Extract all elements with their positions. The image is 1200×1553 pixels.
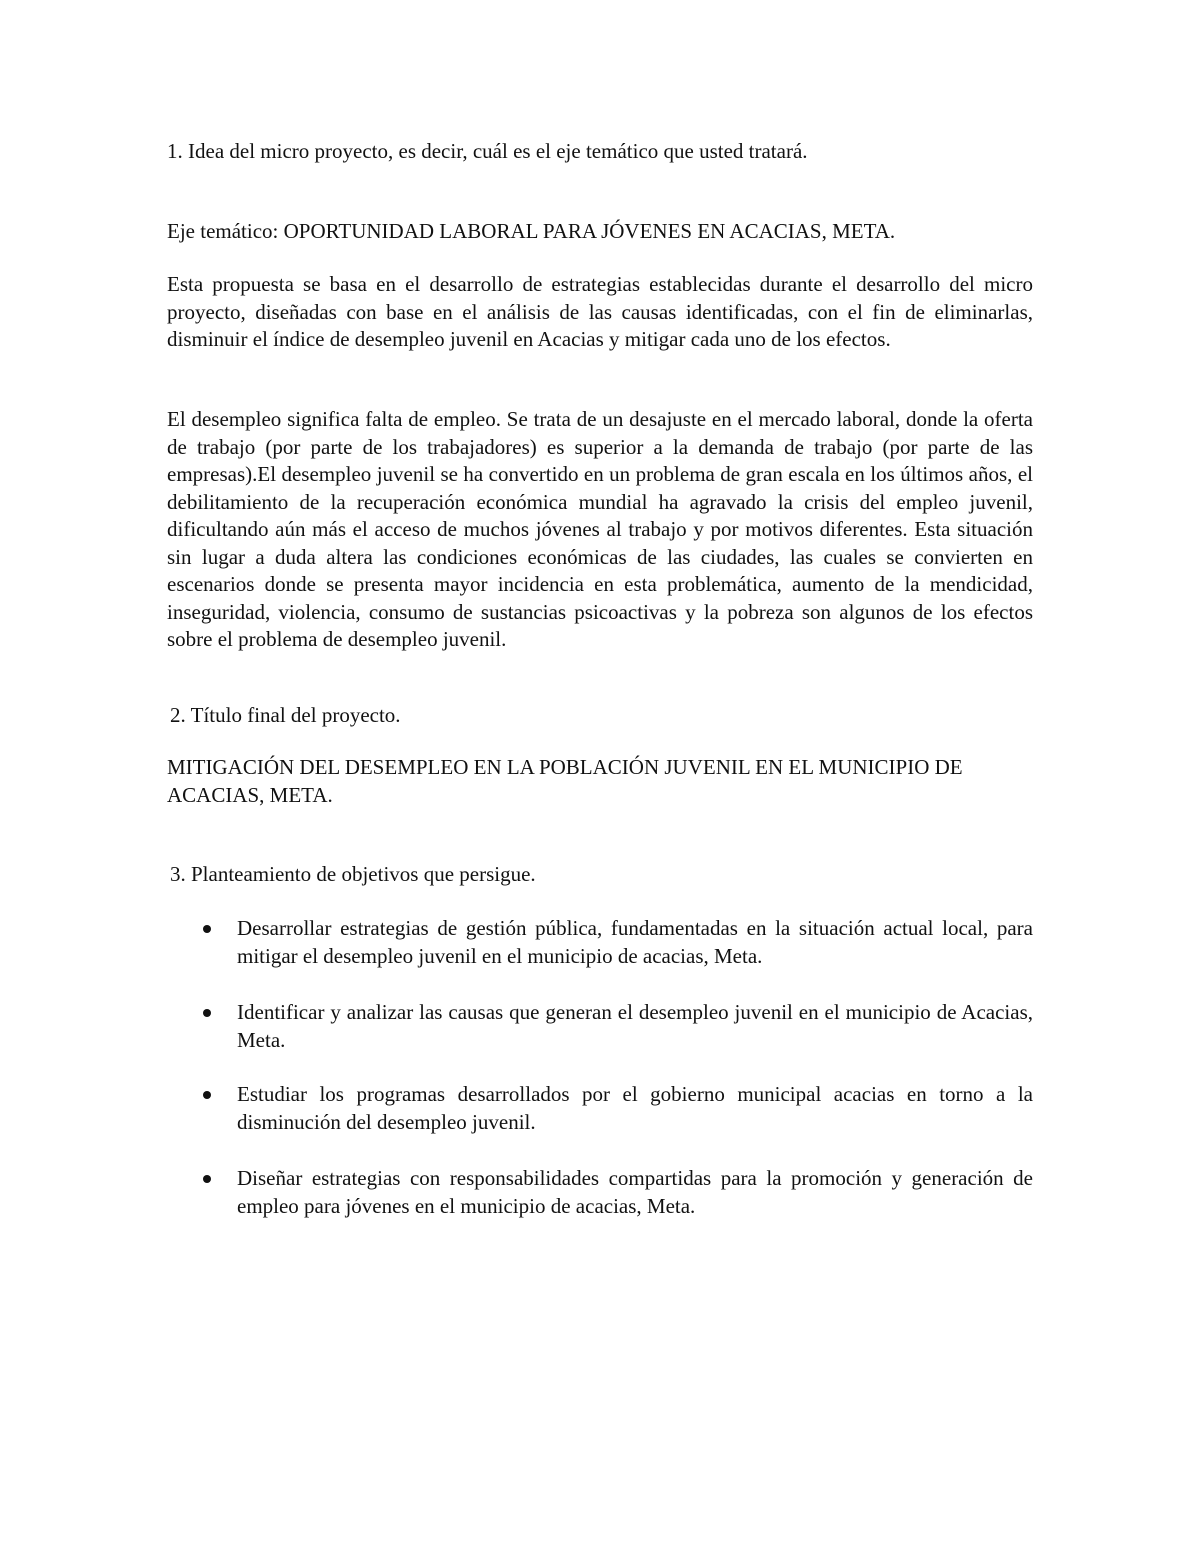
unemployment-paragraph: El desempleo significa falta de empleo. Se trata de un desajuste en el mercado laboral, donde la oferta de trabajo (por parte de los trabajadores) es superior a la demanda de trabajo (por parte de las empresas).El desempleo juvenil se ha convertido en un problema de gran escala en los últimos años, el debilitamiento de la recuperación económica mundial ha agravado la crisis del empleo juvenil, dificultando aún más el acceso de muchos jóvenes al trabajo y por motivos diferentes. Esta situación sin lugar a duda altera las condiciones económicas de las ciudades, las cuales se convierten en escenarios donde se presenta mayor incidencia en esta problemática, aumento de la mendicidad, inseguridad, violencia, consumo de sustancias psicoactivas y la pobreza son algunos de los efectos sobre el problema de desempleo juvenil. bbox=[167, 407, 1033, 651]
bullet-icon bbox=[203, 1009, 211, 1017]
thematic-axis: Eje temático: OPORTUNIDAD LABORAL PARA JÓVENES EN ACACIAS, META. bbox=[167, 219, 896, 243]
bullet-icon bbox=[203, 925, 211, 933]
proposal-paragraph: Esta propuesta se basa en el desarrollo de estrategias establecidas durante el desarrollo del micro proyecto, diseñadas con base en el análisis de las causas identificadas, con el fin de eliminarlas, disminuir el índice de desempleo juvenil en Acacias y mitigar cada uno de los efectos. bbox=[167, 272, 1033, 351]
section-2-question: 2. Título final del proyecto. bbox=[170, 703, 401, 727]
objective-text: Desarrollar estrategias de gestión pública, fundamentadas en la situación actual local, para mitigar el desempleo juvenil en el municipio de acacias, Meta. bbox=[237, 916, 1033, 968]
objective-text: Identificar y analizar las causas que generan el desempleo juvenil en el municipio de Acacias, Meta. bbox=[237, 1000, 1033, 1052]
bullet-icon bbox=[203, 1175, 211, 1183]
bullet-icon bbox=[203, 1091, 211, 1099]
objective-text: Estudiar los programas desarrollados por el gobierno municipal acacias en torno a la disminución del desempleo juvenil. bbox=[237, 1082, 1033, 1134]
project-title: MITIGACIÓN DEL DESEMPLEO EN LA POBLACIÓN JUVENIL EN EL MUNICIPIO DE ACACIAS, META. bbox=[167, 755, 963, 807]
objective-text: Diseñar estrategias con responsabilidades compartidas para la promoción y generación de empleo para jóvenes en el municipio de acacias, Meta. bbox=[237, 1166, 1033, 1218]
section-3-question: 3. Planteamiento de objetivos que persigue. bbox=[170, 862, 536, 886]
section-1-question: 1. Idea del micro proyecto, es decir, cuál es el eje temático que usted tratará. bbox=[167, 139, 808, 163]
